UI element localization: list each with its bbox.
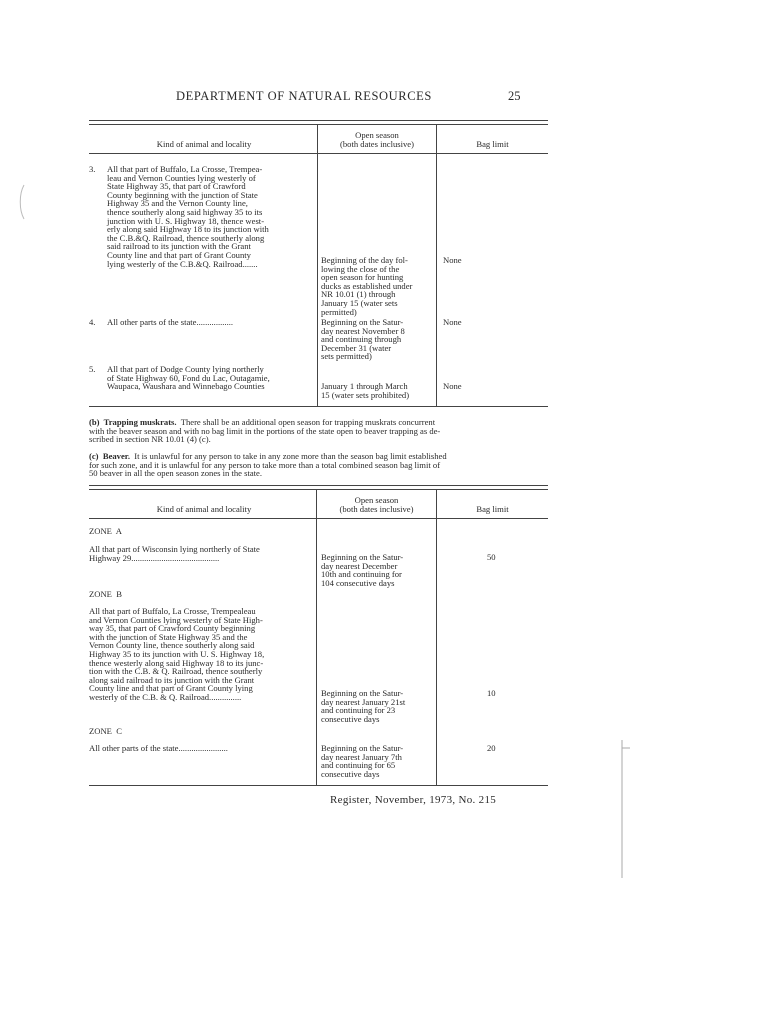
table-1-header-bag: Bag limit — [476, 139, 509, 149]
table-1-divider-1 — [317, 124, 318, 406]
open-season-text: Beginning of the day fol- lowing the close of the open season for hunting ducks as established under NR 10.01 (1) through January 15 (water sets permitted) — [321, 255, 413, 317]
locality-text: All other parts of the state................. — [107, 317, 234, 327]
table-2-header-bag: Bag limit — [476, 504, 509, 514]
table-1-header-season: Open season (both dates inclusive) — [340, 130, 414, 149]
table-1-bottom-rule — [89, 406, 548, 407]
locality-text: All that part of Buffalo, La Crosse, Trempealeau and Vernon Counties lying westerly of State High- way 35, that part of Crawford County beginning with the junction of State Highway 35 and the Vernon County line, thence southerly along said Highway 35 to its junction with U. S. Highway 18, thence westerly along said Highway 18 to its junc- tion with the C.B. & Q. Railroad, thence southerly along said railroad to its junction with the Grant County line and that part of Grant County lying westerly of the C.B. & Q. Railroad............... — [89, 606, 265, 702]
table-1-header-rule — [89, 153, 548, 154]
table-2-header-kind: Kind of animal and locality — [156, 504, 252, 514]
locality-text: All that part of Dodge County lying northerly of State Highway 60, Fond du Lac, Outagamie, Waupaca, Waushara and Winnebago Counties — [107, 364, 270, 392]
row-number: 5. — [89, 364, 96, 374]
open-season-text: Beginning on the Satur- day nearest January 7th and continuing for 65 consecutive days — [321, 743, 404, 779]
open-season-text: Beginning on the Satur- day nearest January 21st and continuing for 23 consecutive days — [321, 688, 406, 724]
bag-limit-text: 10 — [487, 688, 496, 698]
table-2-divider-1 — [316, 489, 317, 785]
page-number: 25 — [508, 89, 521, 103]
row-number: 3. — [89, 164, 96, 174]
open-season-text: January 1 through March 15 (water sets prohibited) — [321, 381, 410, 400]
running-header-title: DEPARTMENT OF NATURAL RESOURCES — [176, 89, 432, 103]
paragraph-c-text: It is unlawful for any person to take in any zone more than the season bag limit established for such zone, and it is unlawful for any person to take more than a total combined season bag limit of 50 beaver in all the open season zones in the state. — [89, 451, 447, 479]
register-footer: Register, November, 1973, No. 215 — [330, 794, 497, 806]
bag-limit-text: 50 — [487, 552, 496, 562]
bag-limit-text: None — [443, 381, 462, 391]
bag-limit-text: None — [443, 317, 462, 327]
bag-limit-text: 20 — [487, 743, 496, 753]
locality-text: All other parts of the state....................... — [89, 743, 228, 753]
table-2-header-rule — [89, 518, 548, 519]
table-2-bottom-rule — [89, 785, 548, 786]
table-2-top-rule-2 — [89, 489, 548, 490]
table-2-header-season: Open season (both dates inclusive) — [339, 495, 414, 514]
paragraph-b-label: (b) Trapping muskrats. — [89, 417, 177, 427]
table-1-header-kind: Kind of animal and locality — [156, 139, 252, 149]
table-1-top-rule-2 — [89, 124, 548, 125]
zone-title: ZONE A — [89, 526, 122, 536]
table-2-top-rule — [89, 485, 548, 486]
open-season-text: Beginning on the Satur- day nearest December 10th and continuing for 104 consecutive days — [321, 552, 404, 588]
table-1-top-rule — [89, 120, 548, 121]
locality-text: All that part of Wisconsin lying northerly of State Highway 29......................................... — [89, 544, 260, 563]
paragraph-c-label: (c) Beaver. — [89, 451, 130, 461]
paragraph-c — [89, 452, 548, 478]
paragraph-b — [89, 418, 548, 444]
table-1-divider-2 — [436, 124, 437, 406]
zone-title: ZONE C — [89, 726, 122, 736]
row-number: 4. — [89, 317, 96, 327]
paragraph-b-text: There shall be an additional open season for trapping muskrats concurrent with the beaver season and with no bag limit in the portions of the state open to beaver trapping as de- scribed in section NR 10.01 (4) (c). — [89, 417, 441, 445]
table-2-divider-2 — [436, 489, 437, 785]
open-season-text: Beginning on the Satur- day nearest November 8 and continuing through December 31 (water sets permitted) — [321, 317, 405, 362]
locality-text: All that part of Buffalo, La Crosse, Trempea- leau and Vernon Counties lying westerly of State Highway 35, that part of Crawford County beginning with the junction of State Highway 35 and the Vernon County line, thence southerly along said highway 35 to its junction with U. S. Highway 18, thence west- erly along said Highway 18 to its junction with the C.B.&Q. Railroad, thence southerly along said railroad to its junction with the Grant County line and that part of Grant County lying westerly of the C.B.&Q. Railroad....... — [107, 164, 269, 269]
scan-margin-mark — [16, 184, 26, 220]
zone-title: ZONE B — [89, 589, 122, 599]
scan-edge-line — [619, 740, 631, 880]
bag-limit-text: None — [443, 255, 462, 265]
